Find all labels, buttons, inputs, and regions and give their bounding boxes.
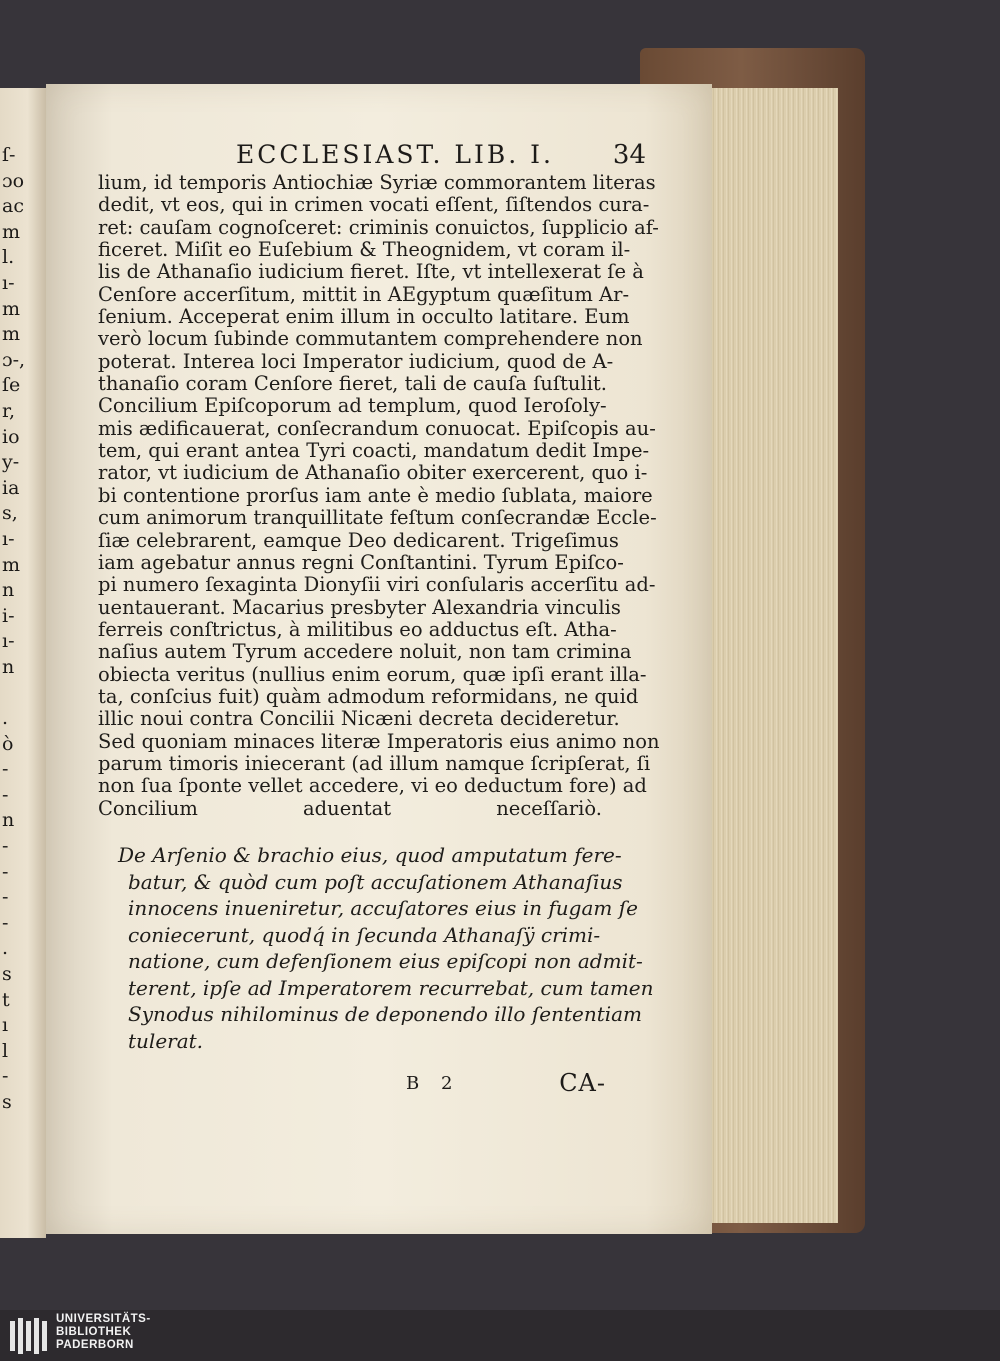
- left-page-fragment: io: [2, 425, 20, 448]
- text-line: Concilium aduentat neceſſariò.: [98, 796, 602, 820]
- left-page-fragments: [0, 88, 46, 1116]
- left-page-fragment: -: [2, 783, 9, 806]
- page-footer: [406, 1069, 606, 1099]
- left-page-fragment: l.: [2, 246, 15, 269]
- text-line: lium, id temporis Antiochiæ Syriæ commorantem literas: [98, 171, 656, 194]
- institution-name: [56, 1313, 151, 1352]
- left-page-fragment: ı-: [2, 271, 15, 294]
- heading-line: terent, ipſe ad Imperatorem recurrebat, cum tamen: [128, 975, 654, 1000]
- text-line: Cenſore accerſitum, mittit in AEgyptum quæſitum Ar-: [98, 282, 630, 306]
- heading-line: coniecerunt, quodq́ in ſecunda Athanaſÿ crimi-: [128, 922, 601, 947]
- text-line: tem, qui erant antea Tyri coacti, mandatum dedit Impe-: [98, 439, 650, 463]
- left-page-fragment: n: [2, 809, 15, 832]
- left-page-fragment: s: [2, 1090, 12, 1113]
- left-page-fragment: .: [2, 937, 9, 960]
- right-page: [46, 84, 712, 1234]
- institution-bar: [0, 1310, 1000, 1361]
- left-page-fragment: -: [2, 835, 9, 858]
- text-line: thanaſio coram Cenſore fieret, tali de cauſa ſuſtulit.: [98, 372, 607, 396]
- left-page-margin: [0, 88, 46, 1238]
- catchword: CA-: [559, 1069, 606, 1097]
- text-line: ta, conſcius fuit) quàm admodum reformidans, ne quid: [98, 684, 639, 708]
- left-page-fragment: t: [2, 988, 10, 1011]
- text-line: mis ædificauerat, conſecrandum conuocat. Epiſcopis au-: [98, 416, 656, 440]
- left-page-fragment: ac: [2, 195, 24, 218]
- left-page-fragment: m: [2, 323, 21, 346]
- left-page-fragment: -: [2, 860, 9, 883]
- text-line: ret: cauſam cognoſceret: criminis conuictos, ſupplicio af-: [98, 215, 659, 239]
- text-line: verò locum ſubinde commutantem comprehendere non: [98, 327, 643, 351]
- left-page-fragment: -: [2, 1065, 9, 1088]
- left-page-fragment: ı-: [2, 630, 15, 653]
- left-page-fragment: i-: [2, 604, 15, 627]
- text-line: rator, vt iudicium de Athanaſio obiter exercerent, quo i-: [98, 461, 648, 485]
- left-page-fragment: ò: [2, 732, 14, 755]
- heading-line: Synodus nihilominus de deponendo illo ſententiam: [128, 1002, 643, 1026]
- left-page-fragment: .: [2, 707, 9, 730]
- left-page-fragment: ɔ-,: [2, 348, 26, 371]
- left-page-fragment: s,: [2, 502, 18, 525]
- left-page-fragment: n: [2, 655, 15, 678]
- text-line: cum animorum tranquillitate feſtum conſecrandæ Eccle-: [98, 506, 657, 530]
- text-line: ſiæ celebrarent, eamque Deo dedicarent. Trigeſimus: [98, 528, 619, 552]
- institution-line-3: PADERBORN: [56, 1339, 134, 1351]
- left-page-fragment: r,: [2, 399, 16, 422]
- left-page-fragment: -: [2, 911, 9, 934]
- page-edges: [708, 88, 838, 1223]
- heading-line: De Arſenio & brachio eius, quod amputatum fere-: [118, 843, 622, 867]
- left-page-fragment: -: [2, 758, 9, 781]
- left-page-fragment: -: [2, 886, 9, 909]
- chapter-heading: [118, 842, 654, 1054]
- text-line: naſius autem Tyrum accedere noluit, non tam crimina: [98, 640, 632, 664]
- heading-line: batur, & quòd cum poſt accuſationem Athanaſius: [128, 869, 623, 894]
- left-page-fragment: y-: [2, 451, 20, 474]
- left-page-fragment: ı-: [2, 527, 15, 550]
- institution-line-1: UNIVERSITÄTS-: [56, 1313, 151, 1325]
- left-page-fragment: ɔo: [2, 169, 25, 192]
- text-line: ficeret. Miſit eo Euſebium & Theognidem, vt coram il-: [98, 238, 631, 262]
- text-line: dedit, vt eos, qui in crimen vocati eſſent, ſiſtendos cura-: [98, 193, 650, 217]
- text-line: lis de Athanaſio iudicium fieret. Iſte, vt intellexerat ſe à: [98, 260, 644, 284]
- text-line: poterat. Interea loci Imperator iudicium, quod de A-: [98, 349, 614, 373]
- text-line: pi numero ſexaginta Dionyſii viri conſularis accerſitu ad-: [98, 573, 656, 597]
- heading-line: innocens inueniretur, accuſatores eius in fugam ſe: [128, 896, 638, 920]
- left-page-fragment: ſ-: [2, 144, 16, 166]
- page-number: 34: [612, 140, 646, 170]
- text-line: obiecta veritus (nullius enim eorum, quæ ipſi erant illa-: [98, 662, 647, 686]
- left-page-fragment: s: [2, 963, 12, 985]
- institution-line-2: BIBLIOTHEK: [56, 1326, 132, 1338]
- page-header: [196, 134, 646, 174]
- left-page-fragment: ia: [2, 476, 20, 499]
- left-page-fragment: m: [2, 220, 21, 243]
- text-line: non ſua ſponte vellet accedere, vi eo deductum fore) ad: [98, 774, 647, 798]
- text-line: ſenium. Acceperat enim illum in occulto latitare. Eum: [98, 305, 630, 329]
- text-line: parum timoris iniecerant (ad illum namque ſcripſerat, ſi: [98, 751, 651, 775]
- text-line: iam agebatur annus regni Conſtantini. Tyrum Epiſco-: [98, 550, 624, 574]
- left-page-fragment: ſe: [2, 374, 21, 397]
- left-page-fragment: m: [2, 553, 21, 576]
- left-page-fragment: ı: [2, 1014, 9, 1037]
- text-line: illic noui contra Concilii Nicæni decreta decideretur.: [98, 707, 620, 731]
- left-page-fragment: [2, 680, 46, 706]
- signature-mark: B 2: [406, 1073, 461, 1094]
- body-text: [98, 171, 660, 820]
- running-title: ECCLESIAST. LIB. I.: [236, 140, 554, 169]
- text-line: bi contentione prorſus iam ante è medio ſublata, maiore: [98, 483, 653, 507]
- text-line: ferreis conſtrictus, à militibus eo adductus eſt. Atha-: [98, 617, 617, 641]
- university-library-logo-icon: [8, 1315, 50, 1357]
- heading-line: natione, cum defenſionem eius epiſcopi non admit-: [128, 949, 643, 973]
- heading-line: tulerat.: [128, 1028, 204, 1053]
- left-page-fragment: l: [2, 1039, 9, 1062]
- left-page-fragment: m: [2, 297, 21, 320]
- text-line: Sed quoniam minaces literæ Imperatoris eius animo non: [98, 729, 660, 753]
- text-line: Concilium Epiſcoporum ad templum, quod Ieroſoly-: [98, 394, 607, 418]
- text-line: uentauerant. Macarius presbyter Alexandria vinculis: [98, 595, 621, 619]
- left-page-fragment: n: [2, 579, 15, 602]
